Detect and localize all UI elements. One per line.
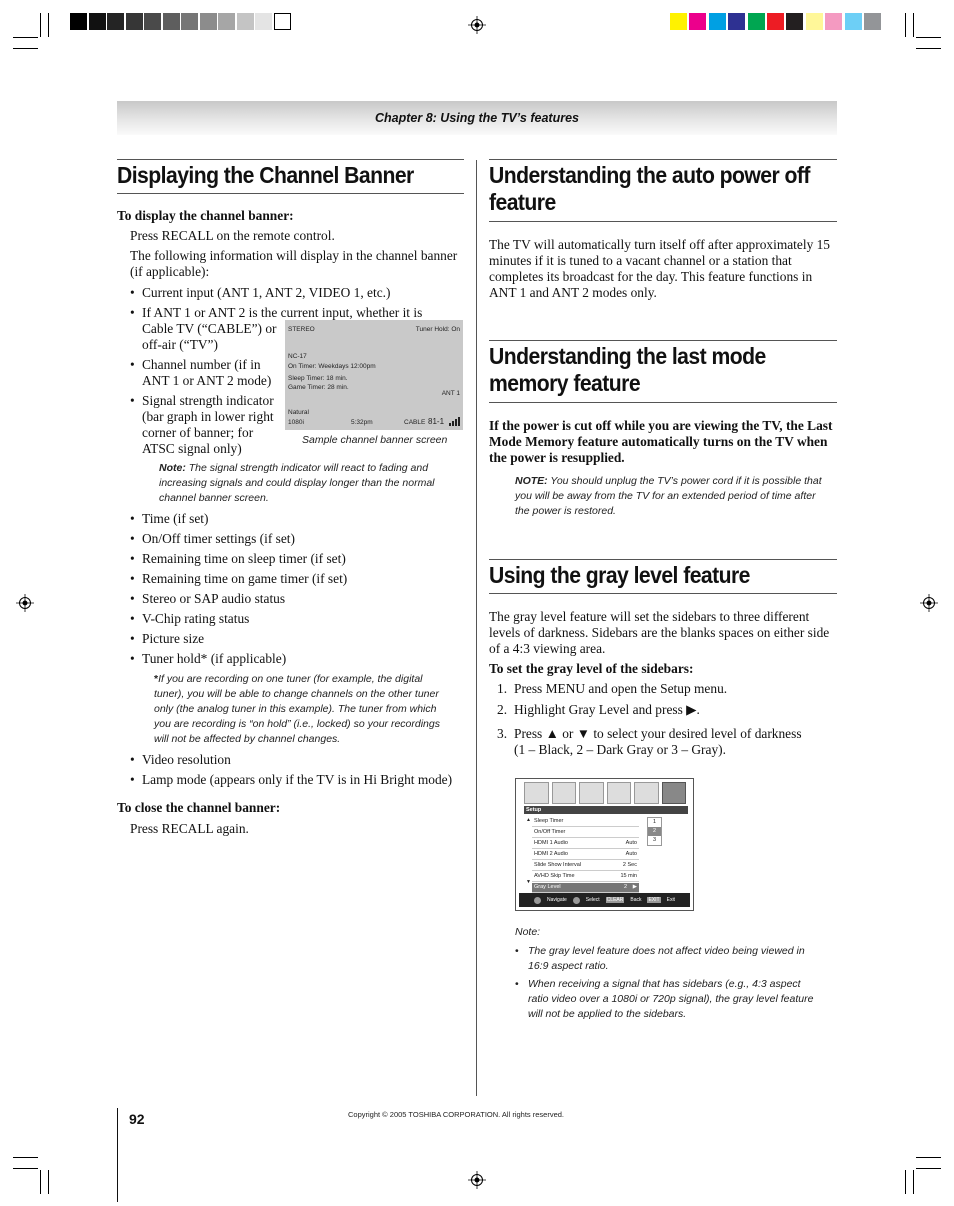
navigate-icon (534, 897, 541, 904)
option: 1 (652, 819, 657, 825)
tuner-note-text: If you are recording on one tuner (for example, the digital tuner), you will be able to change channels on the other tuner only (the analog tuner in this example). The tuner from which you are recording is “on hold” (i.e., locked) so your recordings will not be affected by channel changes. (154, 673, 440, 745)
list-item-text: (bar graph in lower right (142, 409, 274, 424)
note-text: You should unplug the TV’s power cord if it is possible that you will be away from the TV for an extended period of time after the power is restored. (515, 475, 822, 517)
menu-row-value: 15 min (620, 873, 637, 879)
rule (489, 221, 837, 222)
subheading: To display the channel banner: (117, 208, 294, 223)
color-swatch (200, 13, 217, 30)
color-swatch (709, 13, 726, 30)
list-item: • Remaining time on game timer (if set) (130, 571, 470, 587)
list-item: • Signal strength indicator (bar graph in lower right corner of banner; for ATSC signal only) (130, 393, 274, 456)
list-item: • If ANT 1 or ANT 2 is the current input, whether it is Cable TV (“CABLE”) or off-air (“TV”) (130, 305, 464, 353)
section-title-channel-banner: Displaying the Channel Banner (117, 162, 414, 188)
menu-row[interactable] (532, 861, 639, 871)
channel-banner-sample (285, 320, 463, 430)
menu-row-label: HDMI 1 Audio (534, 840, 568, 846)
list-item-text: Cable TV (“CABLE”) or (142, 321, 277, 336)
column-divider (476, 160, 477, 1096)
rule (489, 402, 837, 403)
menu-row-label: AVHD Skip Time (534, 873, 575, 879)
exit-key-icon: EXIT (648, 897, 660, 903)
note-label: Note: (515, 926, 541, 938)
step-2: 2. Highlight Gray Level and press ▶. (497, 702, 700, 717)
color-swatch (70, 13, 87, 30)
list-item-text: Channel number (if in (142, 357, 261, 372)
list-item: • Current input (ANT 1, ANT 2, VIDEO 1, etc.) (130, 285, 464, 301)
scroll-down-icon: ▼ (526, 879, 531, 885)
list-item: • Picture size (130, 631, 470, 647)
paragraph: Press RECALL on the remote control. (130, 228, 335, 243)
menu-row[interactable] (532, 839, 639, 849)
color-swatch (274, 13, 291, 30)
menu-row-value: 2 (623, 884, 627, 890)
color-swatch (218, 13, 235, 30)
list-item-text: Signal strength indicator (142, 393, 274, 408)
note-item-text: When receiving a signal that has sidebars (e.g., 4:3 aspect ratio video over a 1080i or 720p signal), the gray level feature will not be applied to the sidebars. (528, 978, 814, 1020)
note-label: NOTE: (515, 475, 548, 487)
banner-resolution: 1080i (288, 419, 304, 426)
menu-row-label: HDMI 2 Audio (534, 851, 568, 857)
registration-mark-icon (16, 594, 34, 612)
screen-menu-icon (552, 782, 577, 804)
color-swatch (670, 13, 687, 30)
list-item: • Tuner hold* (if applicable) (130, 651, 470, 667)
color-swatch (806, 13, 823, 30)
banner-channel: 81-1 (428, 417, 445, 426)
bullet-list (130, 511, 470, 671)
color-swatch (748, 13, 765, 30)
note-label: Note: (159, 462, 186, 474)
footer-back: Back (630, 897, 642, 903)
menu-footer (519, 893, 690, 907)
footer-select: Select (585, 897, 600, 903)
menu-row[interactable] (532, 883, 639, 893)
section-title-auto-power-off: Understanding the auto power off feature (489, 162, 810, 215)
list-item: • Remaining time on sleep timer (if set) (130, 551, 470, 567)
banner-station: NC-17 (288, 353, 307, 360)
setup-menu-icon (662, 782, 687, 804)
clear-key-icon: CLEAR (606, 897, 624, 903)
note-item-text: The gray level feature does not affect video being viewed in 16:9 aspect ratio. (528, 945, 805, 972)
color-swatch (728, 13, 745, 30)
registration-mark-icon (920, 594, 938, 612)
list-item: • Channel number (if in ANT 1 or ANT 2 mode) (130, 357, 272, 388)
rule (489, 340, 837, 341)
color-swatch (767, 13, 784, 30)
chapter-title: Chapter 8: Using the TV’s features (375, 111, 579, 125)
menu-row-value: Auto (625, 840, 637, 846)
note (159, 461, 454, 506)
color-swatch (786, 13, 803, 30)
list-item: • Video resolution (130, 752, 470, 768)
list-item-text: ATSC signal only) (142, 441, 242, 456)
paragraph: The gray level feature will set the sidebars to three different levels of darkness. Sidebars are the blanks spaces on either side of a 4:3 viewing area. (489, 609, 830, 656)
banner-game-timer: Game Timer: 28 min. (288, 384, 349, 391)
rule (117, 193, 464, 194)
preferences-menu-icon (607, 782, 632, 804)
subheading: To set the gray level of the sidebars: (489, 661, 694, 676)
menu-row[interactable] (532, 828, 639, 838)
paragraph-bold: If the power is cut off while you are viewing the TV, the Last Mode Memory feature automatically turns on the TV when the power is resupplied. (489, 418, 833, 465)
color-swatch (107, 13, 124, 30)
banner-caption: Sample channel banner screen (302, 434, 448, 446)
menu-title: Setup (524, 806, 688, 814)
footer-navigate: Navigate (547, 897, 567, 903)
step-text: Press MENU and open the Setup menu. (514, 681, 728, 696)
list-item-text: off-air (“TV”) (142, 337, 218, 352)
menu-row[interactable] (532, 850, 639, 860)
color-swatch (845, 13, 862, 30)
step-text: Press ▲ or ▼ to select your desired level of darkness (514, 726, 802, 741)
menu-row-label: Sleep Timer (534, 818, 564, 824)
chapter-header (117, 101, 837, 135)
menu-row-label: Slide Show Interval (534, 862, 582, 868)
banner-time: 5:32pm (351, 419, 373, 426)
signal-strength-icon (449, 417, 460, 426)
paragraph: The following information will display in the channel banner (if applicable): (130, 248, 458, 279)
color-swatch (144, 13, 161, 30)
rule (489, 593, 837, 594)
banner-cable: CABLE (404, 419, 426, 426)
lock-menu-icon (634, 782, 659, 804)
select-icon (573, 897, 580, 904)
note-item: • The gray level feature does not affect video being viewed in 16:9 aspect ratio. (515, 944, 815, 974)
step-3-continued: (1 – Black, 2 – Dark Gray or 3 – Gray). (514, 742, 726, 757)
list-item-text: If ANT 1 or ANT 2 is the current input, whether it is (142, 305, 423, 320)
step-1: 1. Press MENU and open the Setup menu. (497, 681, 728, 696)
setup-menu-screenshot (515, 778, 694, 911)
paragraph: The TV will automatically turn itself off after approximately 15 minutes if it is tuned to a vacant channel or a station that completes its broadcast for the day. This feature functions in ANT 1 and ANT 2 modes only. (489, 237, 830, 300)
list-item: • V-Chip rating status (130, 611, 470, 627)
menu-row-label: On/Off Timer (534, 829, 566, 835)
tuner-note: *If you are recording on one tuner (for example, the digital tuner), you will be able to change channels on the other tuner only (the analog tuner in this example). The tuner from which you are recording is “on hold” (i.e., locked) so your recordings will not be affected by channel changes. (154, 673, 440, 745)
banner-tuner-hold: Tuner Hold: On (415, 326, 460, 333)
menu-row-value: 2 Sec (622, 862, 637, 868)
color-swatch (89, 13, 106, 30)
note (515, 474, 825, 519)
option-selected: 2 (648, 827, 661, 836)
option: 3 (652, 837, 657, 843)
banner-on-timer: On Timer: Weekdays 12:00pm (288, 363, 376, 370)
color-swatch (255, 13, 272, 30)
copyright: Copyright © 2005 TOSHIBA CORPORATION. All rights reserved. (348, 1110, 565, 1119)
list-item: • Time (if set) (130, 511, 470, 527)
menu-row[interactable] (532, 817, 639, 827)
color-swatch (825, 13, 842, 30)
note-item: • When receiving a signal that has sidebars (e.g., 4:3 aspect ratio video over a 1080i or 720p signal), the gray level feature will not be applied to the sidebars. (515, 978, 814, 1020)
scroll-up-icon: ▲ (526, 817, 531, 823)
section-title-gray-level: Using the gray level feature (489, 562, 750, 588)
footer-exit: Exit (666, 897, 675, 903)
color-swatch (689, 13, 706, 30)
banner-sleep-timer: Sleep Timer: 18 min. (288, 375, 348, 382)
step-3: 3. Press ▲ or ▼ to select your desired level of darkness (497, 726, 802, 741)
color-swatch (864, 13, 881, 30)
color-swatch (181, 13, 198, 30)
banner-picture-size: Natural (288, 409, 309, 416)
menu-row[interactable] (532, 872, 639, 882)
section-title-last-mode: Understanding the last mode memory feature (489, 343, 766, 396)
menu-row-value: Auto (625, 851, 637, 857)
rule (489, 559, 837, 560)
registration-mark-icon (468, 1171, 486, 1189)
color-swatch (237, 13, 254, 30)
list-item: • Stereo or SAP audio status (130, 591, 470, 607)
menu-row-label: Gray Level (534, 884, 561, 890)
menu-icon-bar (524, 782, 686, 804)
menu-rows (532, 817, 639, 894)
color-swatch (126, 13, 143, 30)
gray-level-options (647, 817, 662, 846)
banner-stereo: STEREO (288, 326, 315, 333)
list-item-text: corner of banner; for (142, 425, 254, 440)
color-swatch (163, 13, 180, 30)
banner-input: ANT 1 (441, 390, 460, 397)
list-item: • On/Off timer settings (if set) (130, 531, 470, 547)
note-text: The signal strength indicator will react to fading and increasing signals and could display longer than the normal channel banner screen. (159, 462, 435, 504)
subheading: To close the channel banner: (117, 800, 281, 815)
list-item-text: ANT 1 or ANT 2 mode) (142, 373, 272, 388)
step-text: Highlight Gray Level and press ▶. (514, 702, 700, 717)
paragraph: Press RECALL again. (130, 821, 249, 836)
page-number-rule (117, 1108, 118, 1202)
bullet-list (130, 285, 464, 305)
picture-menu-icon (524, 782, 549, 804)
arrow-right-icon: ▶ (632, 884, 637, 890)
page-number: 92 (129, 1111, 145, 1127)
rule (489, 159, 837, 160)
bullet-list (130, 752, 470, 792)
registration-mark-icon (468, 16, 486, 34)
rule (117, 159, 464, 160)
list-item: • Lamp mode (appears only if the TV is in Hi Bright mode) (130, 772, 470, 788)
audio-menu-icon (579, 782, 604, 804)
